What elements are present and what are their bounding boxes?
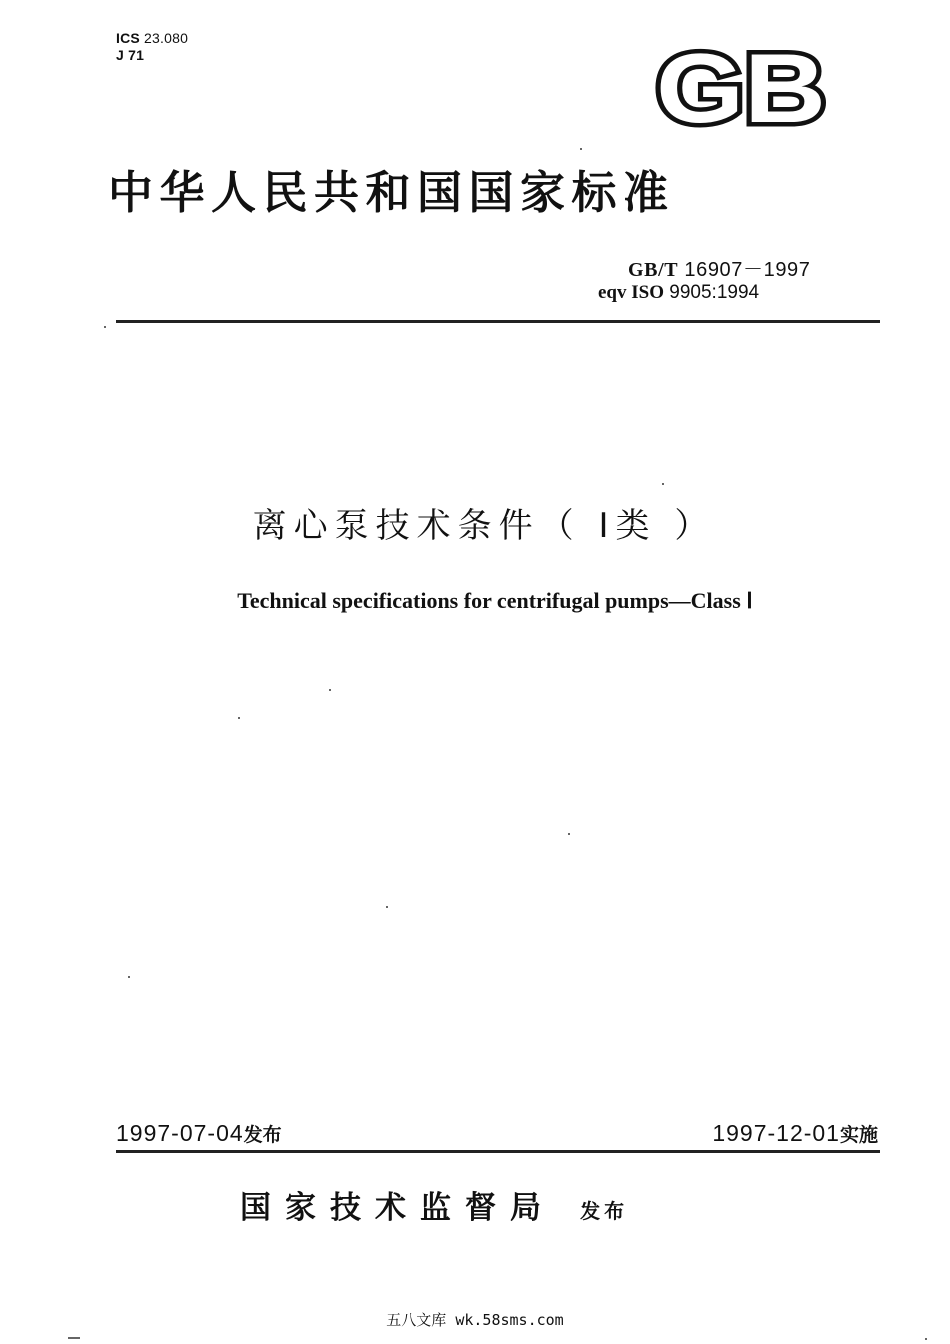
scan-speck — [238, 717, 240, 719]
header-divider — [116, 320, 880, 323]
footer-divider — [116, 1150, 880, 1153]
scan-speck — [329, 689, 331, 691]
category-number: 71 — [128, 47, 145, 63]
implementation-date-value: 1997-12-01 — [712, 1120, 840, 1146]
issue-date-suffix: 发布 — [243, 1124, 282, 1146]
issuing-authority: 国家技术监督局 — [240, 1190, 555, 1226]
equivalent-prefix: eqv ISO — [598, 282, 664, 303]
equivalent-standard — [598, 282, 759, 304]
document-title-english: Technical specifications for centrifugal pumps—Class Ⅰ — [237, 588, 753, 613]
implementation-date-suffix: 实施 — [839, 1124, 878, 1146]
scan-speck — [128, 976, 130, 978]
scan-speck — [104, 326, 106, 328]
scan-speck — [925, 1338, 927, 1340]
scan-speck — [662, 483, 664, 485]
equivalent-number: 9905:1994 — [669, 282, 760, 303]
issuer-action: 发布 — [580, 1199, 629, 1223]
document-title-chinese: 离心泵技术条件（ I类 ） — [252, 506, 716, 546]
issuer-line — [240, 1188, 628, 1228]
scan-speck — [386, 906, 388, 908]
gb-standard-logo — [652, 38, 830, 134]
issue-date — [116, 1119, 282, 1149]
standard-number-value: 16907－1997 — [684, 259, 811, 281]
scan-speck — [580, 148, 582, 150]
scan-speck — [68, 1337, 80, 1339]
site-watermark: 五八文库 wk.58sms.com — [386, 1311, 564, 1329]
ics-classification — [116, 30, 188, 46]
scan-speck — [568, 833, 570, 835]
standard-prefix: GB/T — [628, 259, 679, 281]
standard-number — [628, 259, 810, 281]
issue-date-value: 1997-07-04 — [116, 1120, 244, 1146]
standard-main-title: 中华人民共和国国家标准 — [108, 166, 675, 219]
ics-label: ICS — [116, 30, 140, 46]
category-code — [116, 47, 144, 63]
gb-logo-text: GB — [656, 38, 826, 134]
ics-code: 23.080 — [144, 30, 189, 46]
category-label: J — [116, 47, 124, 63]
implementation-date — [712, 1119, 878, 1149]
